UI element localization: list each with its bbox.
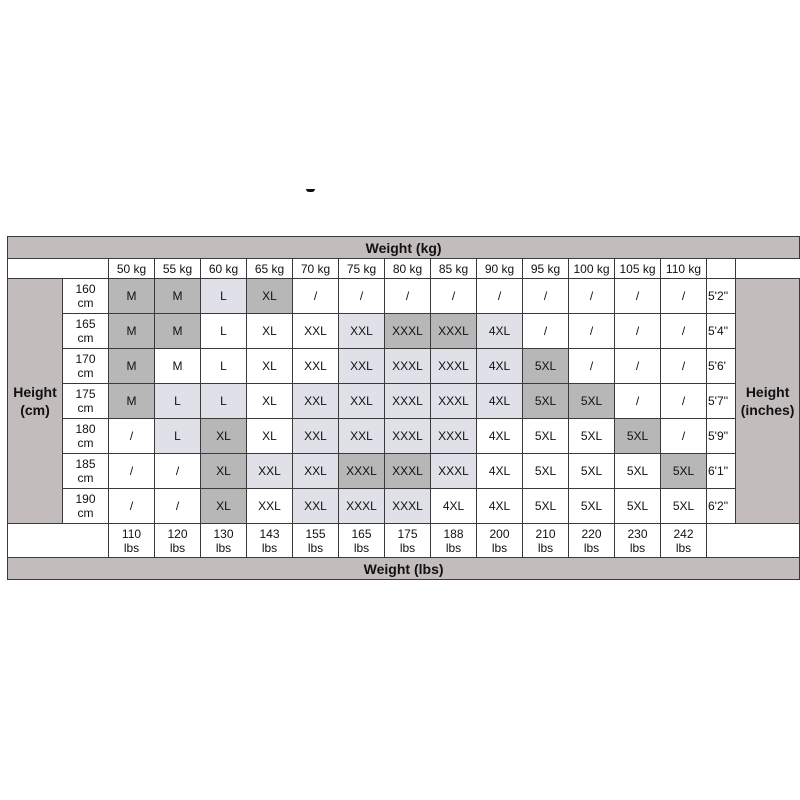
lbs-value: 130: [213, 526, 234, 541]
size-cell: XL: [201, 454, 247, 489]
lbs-unit: lbs: [491, 540, 508, 555]
size-cell: 5XL: [523, 489, 569, 524]
height-cm-unit: cm: [77, 331, 94, 345]
lbs-unit: lbs: [629, 540, 646, 555]
height-cm-160: [63, 279, 109, 314]
height-in-5: 6'1'': [707, 454, 736, 489]
weight-lbs-title: Weight (lbs): [8, 558, 800, 580]
lbs-row: [8, 524, 800, 558]
kg-header-0: 50 kg: [109, 259, 155, 279]
lbs-value: 165: [351, 526, 372, 541]
size-cell: /: [615, 314, 661, 349]
size-cell: /: [615, 279, 661, 314]
size-cell: XXXL: [339, 454, 385, 489]
size-cell: 5XL: [523, 454, 569, 489]
height-cm-165: [63, 314, 109, 349]
lbs-unit: lbs: [675, 540, 692, 555]
size-cell: XXL: [293, 489, 339, 524]
height-cm-unit: cm: [77, 401, 94, 415]
size-cell: /: [569, 314, 615, 349]
size-cell: XXXL: [431, 419, 477, 454]
size-cell: /: [109, 489, 155, 524]
lbs-cell-9: [523, 524, 569, 558]
height-cm-value: 185: [75, 457, 96, 471]
kg-header-5: 75 kg: [339, 259, 385, 279]
size-cell: /: [661, 419, 707, 454]
lbs-value: 143: [259, 526, 280, 541]
height-in-label-line1: Height: [745, 384, 790, 400]
lbs-unit: lbs: [399, 540, 416, 555]
size-cell: /: [661, 349, 707, 384]
lbs-cell-10: [569, 524, 615, 558]
lbs-cell-4: [293, 524, 339, 558]
size-cell: 5XL: [523, 349, 569, 384]
size-cell: XXXL: [385, 454, 431, 489]
height-cm-unit: cm: [77, 506, 94, 520]
lbs-unit: lbs: [445, 540, 462, 555]
lbs-blank-left: [8, 524, 109, 558]
size-cell: XXXL: [385, 419, 431, 454]
height-in-1: 5'4'': [707, 314, 736, 349]
kg-header-12: 110 kg: [661, 259, 707, 279]
lbs-unit: lbs: [583, 540, 600, 555]
size-cell: XXL: [339, 384, 385, 419]
kg-header-6: 80 kg: [385, 259, 431, 279]
height-cm-value: 170: [75, 352, 96, 366]
size-cell: XL: [201, 419, 247, 454]
size-cell: /: [615, 384, 661, 419]
size-cell: XXL: [293, 384, 339, 419]
size-cell: XXXL: [385, 349, 431, 384]
height-cm-170: [63, 349, 109, 384]
kg-header-1: 55 kg: [155, 259, 201, 279]
kg-header-blank: [8, 259, 109, 279]
size-cell: XL: [247, 384, 293, 419]
size-cell: XL: [247, 349, 293, 384]
size-cell: XXXL: [431, 454, 477, 489]
size-cell: /: [661, 314, 707, 349]
lbs-value: 242: [673, 526, 694, 541]
lbs-cell-12: [661, 524, 707, 558]
height-cm-value: 175: [75, 387, 96, 401]
lbs-unit: lbs: [307, 540, 324, 555]
size-cell: 5XL: [661, 489, 707, 524]
size-cell: 4XL: [477, 314, 523, 349]
kg-header-blank-right: [707, 259, 736, 279]
size-cell: XXXL: [431, 349, 477, 384]
lbs-value: 120: [167, 526, 188, 541]
kg-header-11: 105 kg: [615, 259, 661, 279]
size-cell: /: [523, 279, 569, 314]
size-cell: L: [155, 419, 201, 454]
size-cell: XL: [201, 489, 247, 524]
height-cm-label-line2: (cm): [20, 402, 50, 418]
size-cell: XL: [247, 279, 293, 314]
lbs-blank-right: [707, 524, 800, 558]
lbs-unit: lbs: [537, 540, 554, 555]
kg-header-row: [8, 259, 800, 279]
size-cell: XXXL: [431, 314, 477, 349]
size-cell: 5XL: [569, 489, 615, 524]
lbs-value: 110: [121, 526, 142, 541]
size-cell: /: [661, 384, 707, 419]
size-cell: XXL: [293, 349, 339, 384]
size-cell: 5XL: [569, 384, 615, 419]
lbs-unit: lbs: [169, 540, 186, 555]
lbs-cell-7: [431, 524, 477, 558]
size-cell: 5XL: [615, 454, 661, 489]
lbs-value: 200: [489, 526, 510, 541]
lbs-unit: lbs: [353, 540, 370, 555]
size-cell: 5XL: [615, 489, 661, 524]
height-cm-185: [63, 454, 109, 489]
size-cell: XXXL: [385, 384, 431, 419]
size-row-160: [8, 279, 800, 314]
lbs-cell-6: [385, 524, 431, 558]
size-cell: M: [109, 384, 155, 419]
height-cm-label-line1: Height: [13, 384, 57, 400]
lbs-value: 220: [581, 526, 602, 541]
size-cell: 4XL: [477, 419, 523, 454]
height-in-2: 5'6': [707, 349, 736, 384]
lbs-cell-5: [339, 524, 385, 558]
height-in-0: 5'2'': [707, 279, 736, 314]
size-cell: M: [155, 349, 201, 384]
size-cell: M: [109, 349, 155, 384]
size-cell: 5XL: [569, 454, 615, 489]
size-cell: /: [155, 489, 201, 524]
size-cell: 4XL: [431, 489, 477, 524]
size-cell: /: [109, 454, 155, 489]
size-cell: /: [661, 279, 707, 314]
lbs-cell-1: [155, 524, 201, 558]
size-cell: /: [293, 279, 339, 314]
weight-lbs-row: [8, 558, 800, 580]
size-cell: XXL: [339, 314, 385, 349]
height-in-3: 5'7'': [707, 384, 736, 419]
size-cell: XXL: [247, 489, 293, 524]
height-cm-175: [63, 384, 109, 419]
size-cell: 5XL: [569, 419, 615, 454]
size-cell: M: [155, 314, 201, 349]
size-cell: XXL: [339, 349, 385, 384]
height-cm-unit: cm: [77, 296, 94, 310]
size-cell: /: [109, 419, 155, 454]
lbs-value: 155: [305, 526, 326, 541]
weight-kg-title: Weight (kg): [8, 237, 800, 259]
lbs-cell-0: [109, 524, 155, 558]
size-row-180: [8, 419, 800, 454]
size-cell: /: [385, 279, 431, 314]
size-cell: /: [615, 349, 661, 384]
height-inches-label: [736, 279, 800, 524]
size-cell: L: [201, 384, 247, 419]
height-cm-value: 190: [75, 492, 96, 506]
size-cell: L: [201, 314, 247, 349]
size-cell: 4XL: [477, 384, 523, 419]
size-cell: XL: [247, 419, 293, 454]
size-cell: XXXL: [385, 314, 431, 349]
height-cm-unit: cm: [77, 436, 94, 450]
size-cell: L: [201, 349, 247, 384]
lbs-cell-3: [247, 524, 293, 558]
size-cell: 4XL: [477, 454, 523, 489]
lbs-cell-2: [201, 524, 247, 558]
size-cell: 5XL: [523, 384, 569, 419]
size-cell: 4XL: [477, 489, 523, 524]
size-cell: L: [201, 279, 247, 314]
size-cell: XXXL: [339, 489, 385, 524]
size-cell: /: [431, 279, 477, 314]
size-chart-table: [7, 236, 800, 580]
lbs-value: 175: [397, 526, 418, 541]
lbs-value: 188: [443, 526, 464, 541]
size-cell: XXL: [293, 419, 339, 454]
kg-header-8: 90 kg: [477, 259, 523, 279]
height-cm-value: 160: [75, 282, 96, 296]
height-cm-label: [8, 279, 63, 524]
height-in-label-line2: (inches): [740, 402, 795, 418]
lbs-value: 230: [627, 526, 648, 541]
size-cell: /: [477, 279, 523, 314]
size-row-170: [8, 349, 800, 384]
kg-header-9: 95 kg: [523, 259, 569, 279]
size-cell: 5XL: [523, 419, 569, 454]
size-row-165: [8, 314, 800, 349]
size-cell: /: [523, 314, 569, 349]
size-cell: /: [155, 454, 201, 489]
height-in-4: 5'9'': [707, 419, 736, 454]
size-cell: XXXL: [431, 384, 477, 419]
lbs-value: 210: [535, 526, 556, 541]
kg-header-2: 60 kg: [201, 259, 247, 279]
height-cm-value: 165: [75, 317, 96, 331]
lbs-unit: lbs: [123, 540, 140, 555]
size-cell: L: [155, 384, 201, 419]
height-cm-190: [63, 489, 109, 524]
size-row-185: [8, 454, 800, 489]
size-cell: XXXL: [385, 489, 431, 524]
lbs-unit: lbs: [215, 540, 232, 555]
lbs-unit: lbs: [261, 540, 278, 555]
size-cell: 5XL: [661, 454, 707, 489]
height-cm-unit: cm: [77, 366, 94, 380]
size-cell: M: [109, 279, 155, 314]
kg-header-3: 65 kg: [247, 259, 293, 279]
size-cell: 5XL: [615, 419, 661, 454]
size-cell: M: [109, 314, 155, 349]
size-cell: XXL: [339, 419, 385, 454]
height-in-6: 6'2'': [707, 489, 736, 524]
size-cell: /: [339, 279, 385, 314]
lbs-cell-8: [477, 524, 523, 558]
height-cm-value: 180: [75, 422, 96, 436]
size-cell: /: [569, 349, 615, 384]
lbs-cell-11: [615, 524, 661, 558]
height-cm-unit: cm: [77, 471, 94, 485]
size-cell: XXL: [247, 454, 293, 489]
size-row-175: [8, 384, 800, 419]
size-cell: XXL: [293, 454, 339, 489]
size-row-190: [8, 489, 800, 524]
size-cell: 4XL: [477, 349, 523, 384]
height-cm-180: [63, 419, 109, 454]
size-cell: M: [155, 279, 201, 314]
kg-header-4: 70 kg: [293, 259, 339, 279]
kg-header-10: 100 kg: [569, 259, 615, 279]
size-cell: XXL: [293, 314, 339, 349]
size-cell: /: [569, 279, 615, 314]
size-cell: XL: [247, 314, 293, 349]
stray-mark: [306, 189, 315, 192]
kg-header-7: 85 kg: [431, 259, 477, 279]
